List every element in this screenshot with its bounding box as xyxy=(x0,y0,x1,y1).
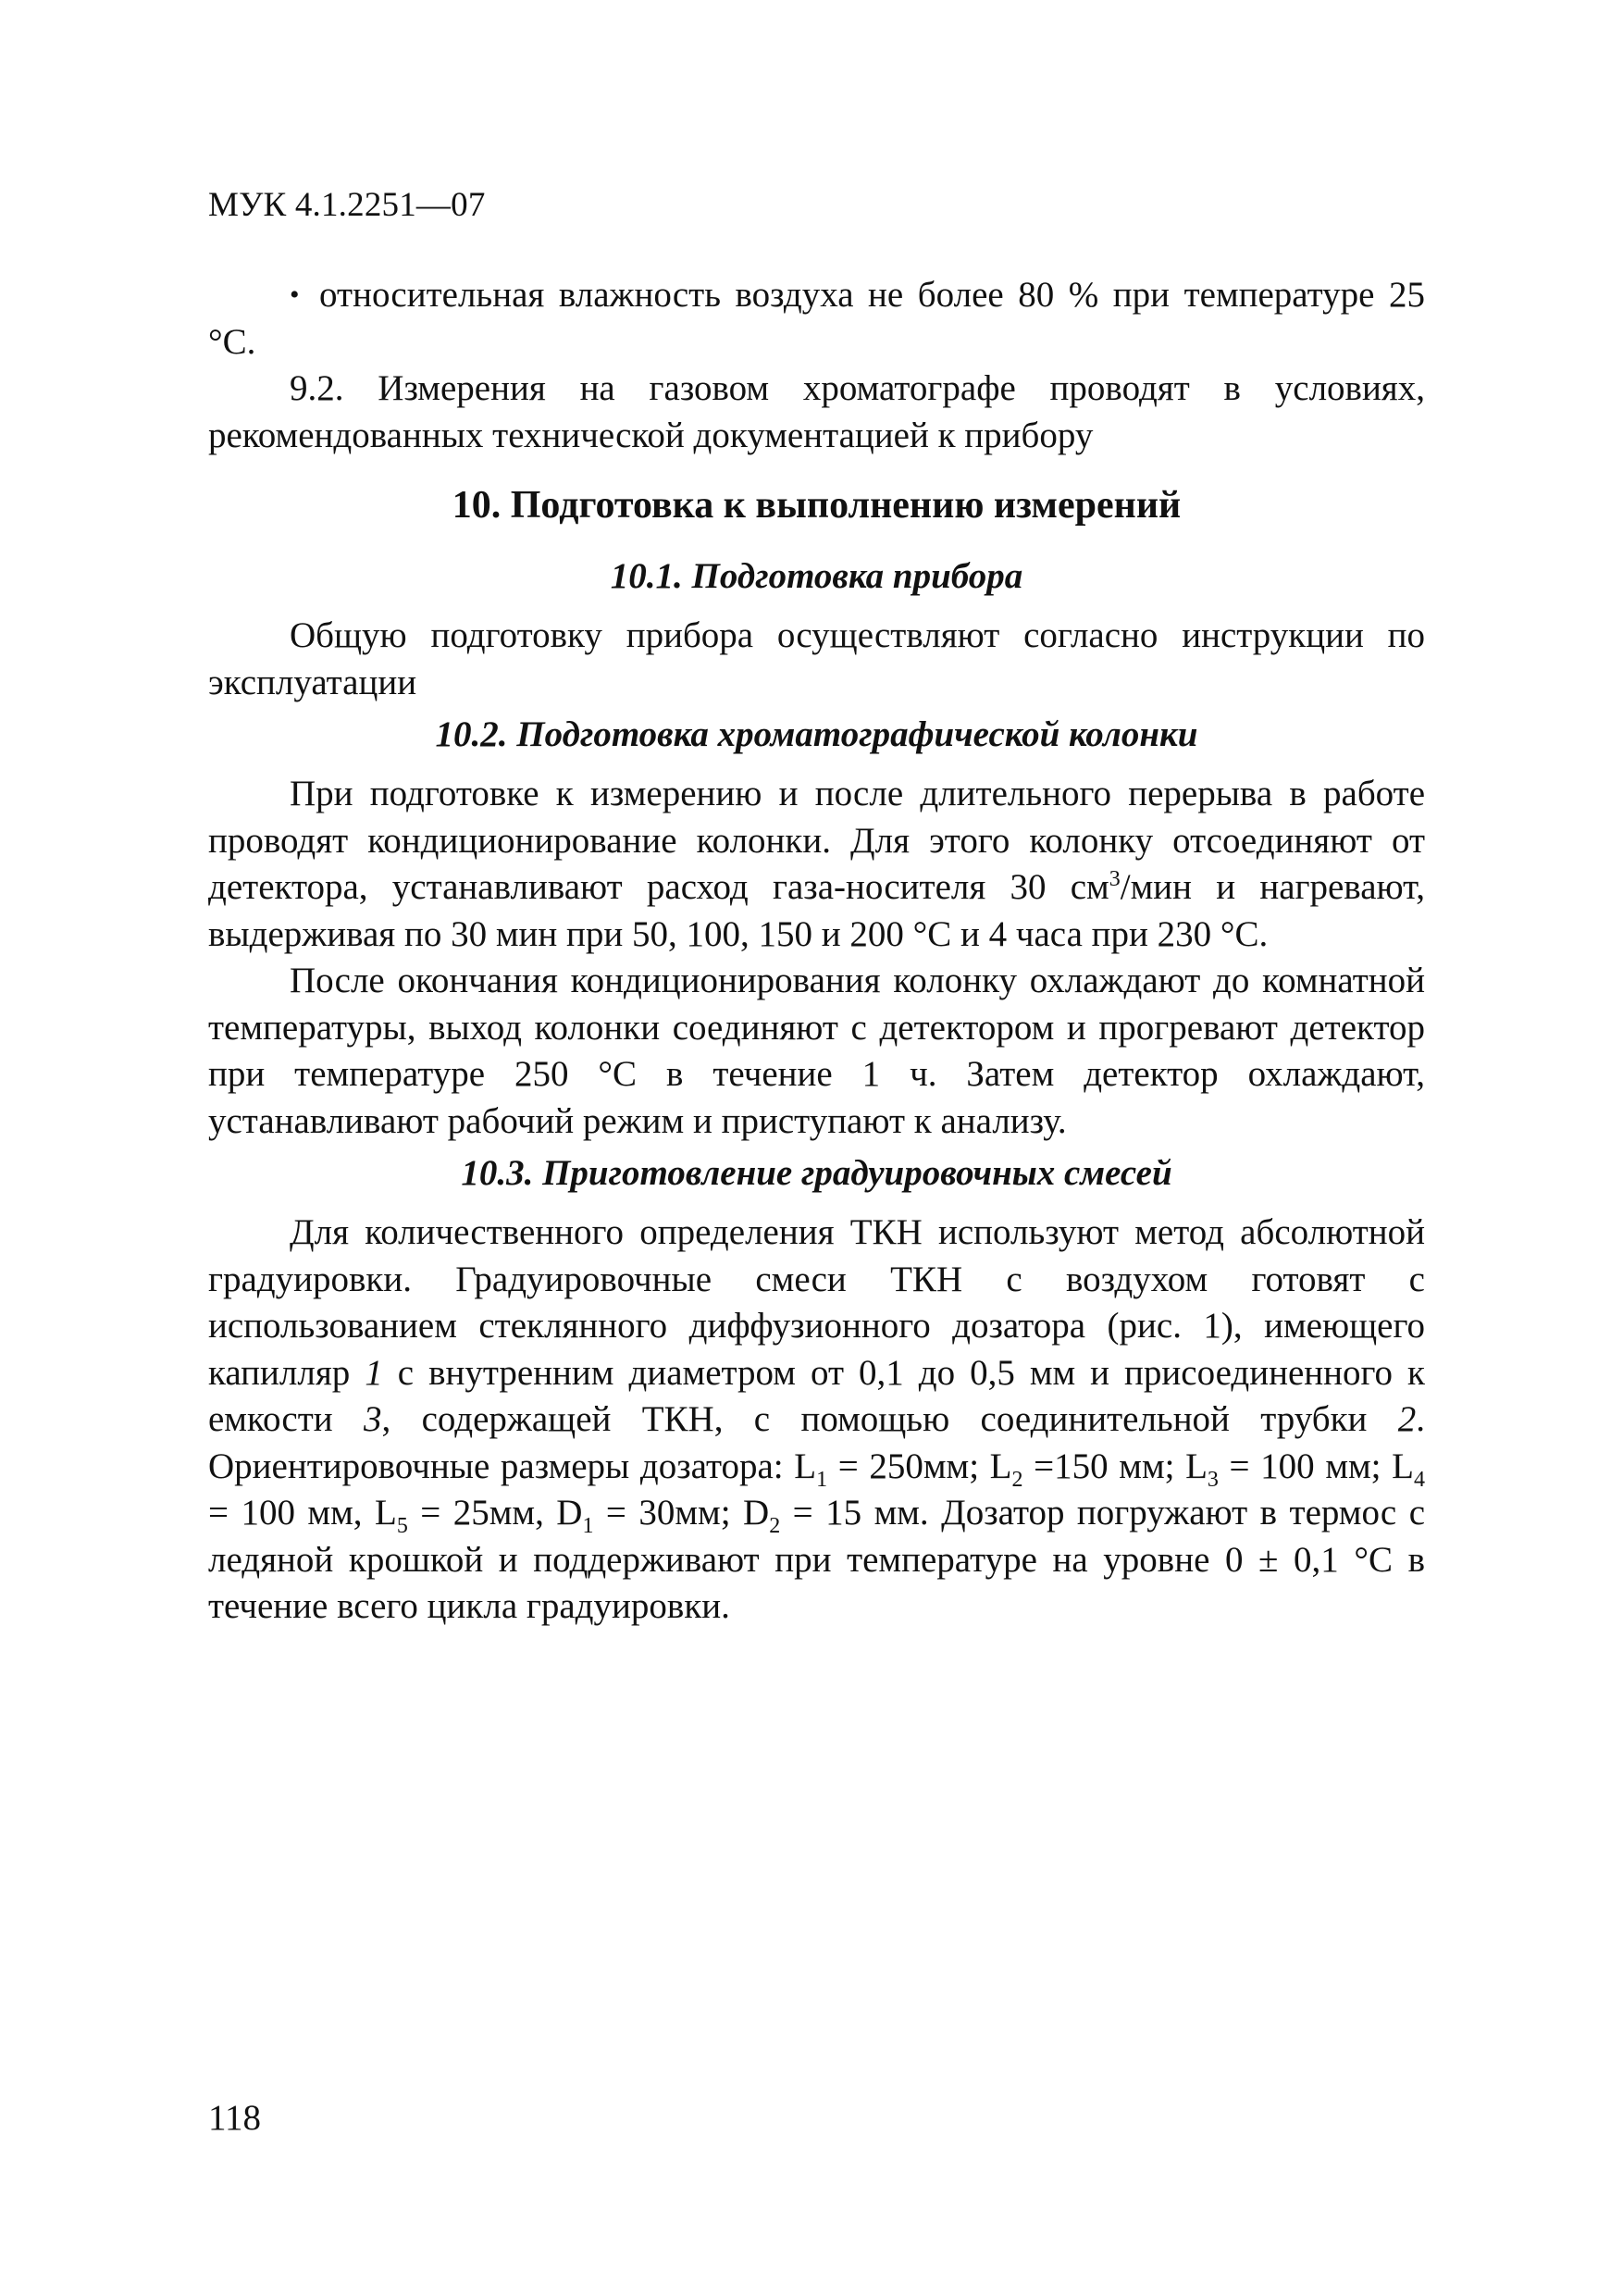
dimension-subscript: 1 xyxy=(816,1467,828,1492)
dimension-value: = 100 мм; xyxy=(1218,1446,1393,1486)
dimension-letter: L xyxy=(794,1446,817,1486)
p-10-3-text-4: . Ориентировочные размеры дозатора: xyxy=(208,1399,1426,1486)
dimension-letter: D xyxy=(743,1493,770,1533)
bullet-item-humidity xyxy=(208,272,1425,366)
p-10-3-text-3: , содержащей ТКН, с помощью соединительной трубки xyxy=(381,1399,1398,1439)
paragraph-10-2-1 xyxy=(208,771,1425,958)
dimension-item xyxy=(374,1493,557,1538)
paragraph-9-2: 9.2. Измерения на газовом хроматографе проводят в условиях, рекомендованных технической документацией к прибору xyxy=(208,368,1425,455)
dimension-letter: L xyxy=(374,1493,397,1533)
subsection-10-2-heading: 10.2. Подготовка хроматографической колонки xyxy=(435,714,1198,754)
p-10-3-text-2: с внутренним диаметром от 0,1 до 0,5 мм и присоединенного к емкости xyxy=(208,1352,1425,1439)
dimension-letter: D xyxy=(556,1493,583,1533)
dimension-letter: L xyxy=(1185,1446,1208,1486)
paragraph-10-3 xyxy=(208,1210,1425,1631)
subsection-10-1-heading: 10.1. Подготовка прибора xyxy=(610,556,1023,596)
dimension-subscript: 1 xyxy=(582,1513,594,1538)
subsection-10-3-heading: 10.3. Приготовление градуировочных смесей xyxy=(461,1153,1172,1193)
vessel-number: 3 xyxy=(364,1399,382,1439)
bullet-item-text: относительная влажность воздуха не более 80 % при температуре 25 °С. xyxy=(208,275,1425,362)
bullet-icon: • xyxy=(290,279,300,310)
dimension-subscript: 2 xyxy=(1011,1467,1023,1492)
tube-number: 2 xyxy=(1397,1399,1417,1439)
p-10-3-text-1: Для количественного определения ТКН используют метод абсолютной градуировки. Градуировочные смеси ТКН с воздухом готовят с использованием стеклянного диффузионного дозатора (рис. 1), имеющего капилляр xyxy=(208,1212,1425,1393)
dimension-value: = 15 мм. xyxy=(780,1493,929,1533)
dimension-item xyxy=(1185,1446,1393,1492)
dimension-value: = 250мм; xyxy=(827,1446,990,1486)
dimension-subscript: 4 xyxy=(1413,1467,1425,1492)
p-10-2-1-text-b: /мин и нагревают, выдерживая по 30 мин при 50, 100, 150 и 200 °С и 4 часа при 230 °С. xyxy=(208,867,1426,954)
paragraph-10-2-2: После окончания кондиционирования колонку охлаждают до комнатной температуры, выход колонки соединяют с детектором и прогревают детектор при температуре 250 °С в течение 1 ч. Затем детектор охлаждают, устанавливают рабочий режим и приступают к анализу. xyxy=(208,961,1425,1141)
dimension-subscript: 3 xyxy=(1207,1467,1219,1492)
p-10-2-1-text-a: При подготовке к измерению и после длительного перерыва в работе проводят кондиционирование колонки. Для этого колонку отсоединяют от детектора, устанавливают расход газа-носителя 30 см xyxy=(208,774,1425,907)
document-code-header: МУК 4.1.2251—07 xyxy=(208,186,486,224)
dimension-value: = 25мм, xyxy=(407,1493,557,1533)
dimension-item xyxy=(556,1493,744,1538)
dimension-letter: L xyxy=(1392,1446,1414,1486)
section-10-heading: 10. Подготовка к выполнению измерений xyxy=(452,484,1182,527)
dimension-value: =150 мм; xyxy=(1022,1446,1186,1486)
dimension-value: = 30мм; xyxy=(593,1493,744,1533)
dimension-value: = 100 мм, xyxy=(208,1493,375,1533)
dimension-item xyxy=(743,1493,929,1538)
dimension-item xyxy=(794,1446,990,1492)
dimension-subscript: 2 xyxy=(769,1513,781,1538)
p-10-3-text-5: Дозатор погружают в термос с ледяной крошкой и поддерживают при температуре на уровне 0 ± 0,1 °С в течение всего цикла градуировки. xyxy=(208,1493,1426,1626)
dimension-letter: L xyxy=(989,1446,1012,1486)
page-body xyxy=(208,272,1425,1631)
page-number: 118 xyxy=(208,2098,262,2138)
dimension-subscript: 5 xyxy=(396,1513,408,1538)
cubic-superscript: 3 xyxy=(1109,867,1121,891)
paragraph-10-1: Общую подготовку прибора осуществляют согласно инструкции по эксплуатации xyxy=(208,615,1425,702)
dimension-item xyxy=(989,1446,1186,1492)
capillary-number: 1 xyxy=(365,1352,383,1393)
